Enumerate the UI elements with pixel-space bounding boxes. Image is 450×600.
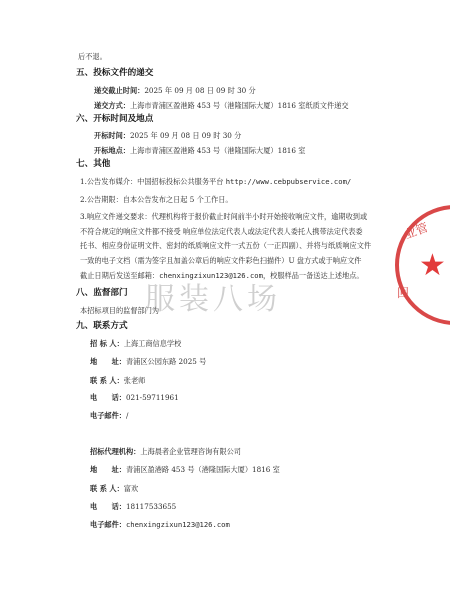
requirement-line-2: 不符合规定的响应文件都不接受 响应单位法定代表人或法定代表人委托人携带法定代表委	[80, 227, 363, 236]
open-time-line: 开标时间：2025 年 09 月 08 日 09 时 30 分	[94, 131, 242, 140]
watermark: 服装八场	[145, 282, 281, 317]
section-5-heading: 五、投标文件的递交	[76, 68, 154, 78]
buyer-name-line: 招 标 人：上海工商信息学校	[90, 339, 182, 348]
buyer-phone-line: 电 话：021-59711961	[90, 393, 179, 402]
buyer-email-line: 电子邮件：/	[90, 411, 129, 420]
agent-contact-line: 联 系 人：富欢	[90, 484, 139, 493]
buyer-contact-line: 联 系 人：张老师	[90, 376, 146, 385]
agent-email-link[interactable]: chenxingzixun123@126.com	[125, 520, 230, 529]
submit-method-line: 递交方式：上海市青浦区盈港路 453 号（港隆国际大厦）1816 室纸质文件递交	[94, 101, 349, 110]
seal-text-bottom: 回	[397, 286, 410, 300]
section-8-heading: 八、监督部门	[76, 288, 128, 298]
section-9-heading: 九、联系方式	[76, 321, 128, 331]
official-seal	[395, 205, 450, 325]
requirement-email-link[interactable]: chenxingzixun123@126.com	[159, 271, 263, 280]
agent-name-line: 招标代理机构：上海晨者企业管理咨询有限公司	[90, 447, 241, 456]
open-place-line: 开标地点：上海市青浦区盈港路 453 号（港隆国际大厦）1816 室	[94, 146, 306, 155]
agent-email-line: 电子邮件：chenxingzixun123@126.com	[90, 520, 230, 529]
agent-phone-line: 电 话：18117533655	[90, 502, 177, 511]
media-url-link[interactable]: http://www.cebpubservice.com/	[225, 177, 352, 186]
buyer-address-line: 地 址：青浦区公园东路 2025 号	[90, 357, 207, 366]
agent-address-line: 地 址：青浦区盈港路 453 号（港隆国际大厦）1816 室	[90, 465, 280, 474]
requirement-line-1: 3.响应文件递交要求：代理机构将于报价截止时间前半小时开始接收响应文件，逾期收到或	[80, 212, 368, 221]
requirement-line-4: 一致的电子文档（需为签字且加盖公章后的响应文件彩色扫描件）U 盘方式或于响应文件	[80, 256, 362, 265]
section-7-heading: 七、其他	[76, 159, 111, 169]
requirement-line-5: 截止日期后发送至邮箱：chenxingzixun123@126.com，校服样品一备送达上述地点。	[80, 271, 364, 280]
supervision-text: 本招标项目的监督部门为	[80, 306, 160, 315]
section-6-heading: 六、开标时间及地点	[76, 114, 154, 124]
seal-text-top: 业管	[402, 220, 430, 242]
requirement-line-3: 托书、相应身份证明文件、密封的纸质响应文件一式五份（一正四副）、并将与纸质响应文件	[80, 241, 372, 250]
notice-period-line: 2.公告期限：自本公告发布之日起 5 个工作日。	[80, 195, 233, 204]
submit-deadline-line: 递交截止时间：2025 年 09 月 08 日 09 时 30 分	[94, 86, 256, 95]
media-line: 1.公告发布媒介：中国招标投标公共服务平台 http://www.cebpubservice.com/	[80, 177, 352, 186]
seal-star-icon: ★	[419, 248, 446, 283]
top-line: 后不退。	[78, 52, 107, 61]
